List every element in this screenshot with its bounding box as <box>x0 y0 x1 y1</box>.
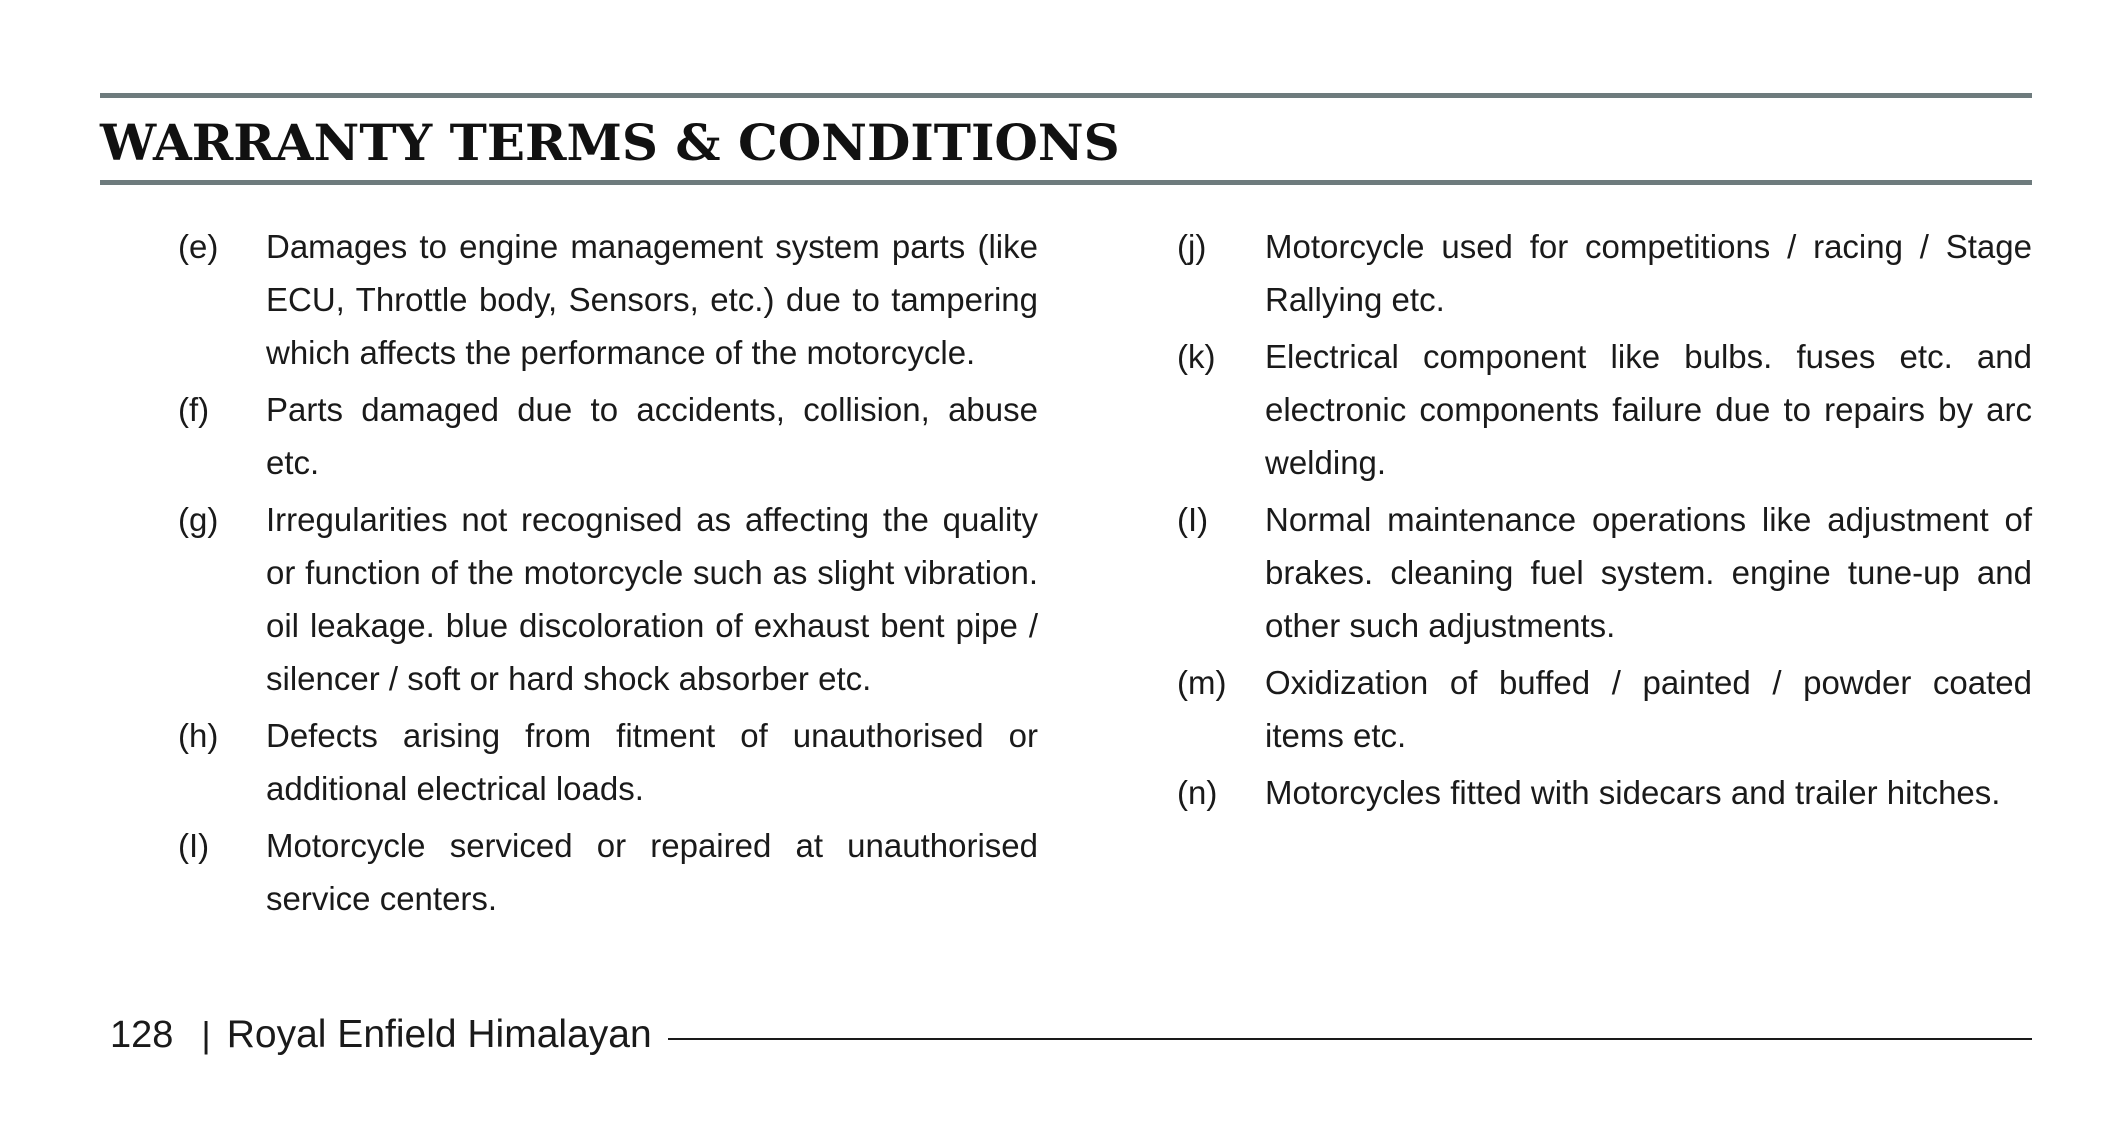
item-letter: (I) <box>1177 501 1209 538</box>
item-text: Electrical component like bulbs. fuses etc. and electronic components failure due to repairs by arc welding. <box>1265 338 2032 481</box>
page-footer <box>110 1005 2032 1065</box>
item-text: Parts damaged due to accidents, collision, abuse etc. <box>266 391 1038 481</box>
page-title: WARRANTY TERMS & CONDITIONS <box>100 113 1120 172</box>
left-column-list <box>178 220 1038 929</box>
list-item-h <box>178 709 1038 815</box>
item-text: Motorcycle serviced or repaired at unauthorised service centers. <box>266 827 1038 917</box>
item-letter: (I) <box>178 827 210 864</box>
item-letter: (e) <box>178 228 219 265</box>
header-bottom-rule <box>100 180 2032 185</box>
list-item-i <box>178 819 1038 925</box>
footer-rule <box>668 1038 2032 1040</box>
item-text: Defects arising from fitment of unauthorised or additional electrical loads. <box>266 717 1038 807</box>
item-letter: (m) <box>1177 664 1227 701</box>
list-item-g <box>178 493 1038 705</box>
item-letter: (h) <box>178 717 219 754</box>
list-item-j <box>1177 220 2032 326</box>
item-text: Damages to engine management system parts (like ECU, Throttle body, Sensors, etc.) due to tampering which affects the performance of the motorcycle. <box>266 228 1038 371</box>
item-letter: (j) <box>1177 228 1207 265</box>
item-text: Irregularities not recognised as affecting the quality or function of the motorcycle such as slight vibration. oil leakage. blue discoloration of exhaust bent pipe / silencer / soft or hard shock absorber etc. <box>266 501 1038 697</box>
item-letter: (k) <box>1177 338 1216 375</box>
item-letter: (f) <box>178 391 210 428</box>
list-item-f <box>178 383 1038 489</box>
item-text: Oxidization of buffed / painted / powder coated items etc. <box>1265 664 2032 754</box>
list-item-n <box>1177 766 2032 819</box>
page-number: 128 <box>110 1013 174 1056</box>
item-text: Motorcycle used for competitions / racing / Stage Rallying etc. <box>1265 228 2032 318</box>
item-letter: (g) <box>178 501 219 538</box>
list-item-k <box>1177 330 2032 489</box>
header-top-rule <box>100 93 2032 98</box>
list-item-l <box>1177 493 2032 652</box>
list-item-m <box>1177 656 2032 762</box>
footer-separator: | <box>201 1014 211 1055</box>
item-text: Normal maintenance operations like adjustment of brakes. cleaning fuel system. engine tune-up and other such adjustments. <box>1265 501 2032 644</box>
item-letter: (n) <box>1177 774 1218 811</box>
footer-book-title: Royal Enfield Himalayan <box>226 1013 652 1056</box>
right-column-list <box>1177 220 2032 823</box>
list-item-e <box>178 220 1038 379</box>
item-text: Motorcycles fitted with sidecars and trailer hitches. <box>1265 774 2001 811</box>
